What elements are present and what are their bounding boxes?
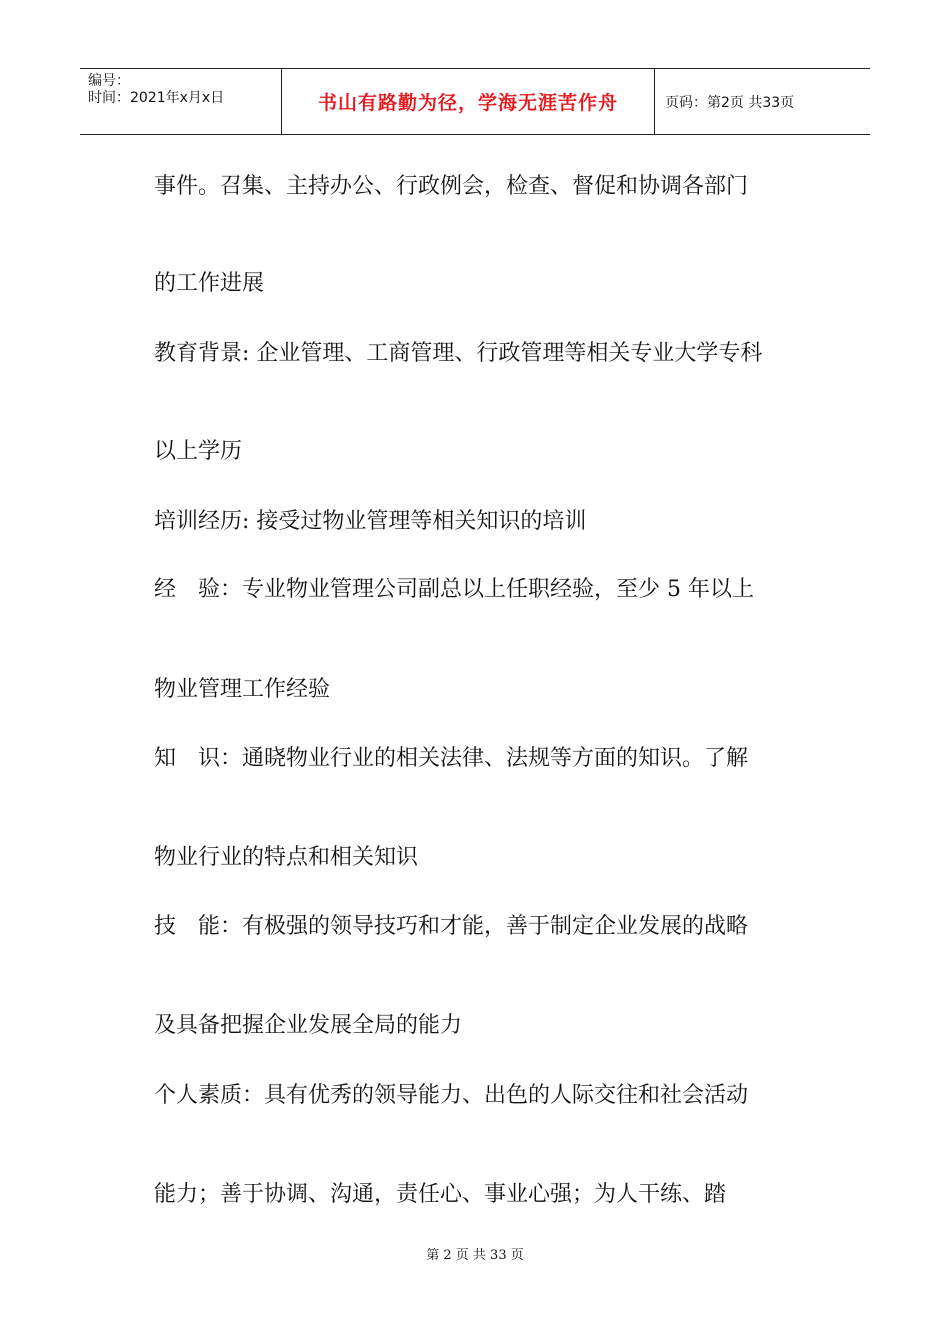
body-line: 技 能：有极强的领导技巧和才能，善于制定企业发展的战略 — [154, 914, 749, 939]
body-line: 能力；善于协调、沟通，责任心、事业心强；为人干练、踏 — [154, 1182, 727, 1207]
header-slogan-cell — [282, 69, 655, 134]
document-number: 编号： — [88, 73, 130, 89]
body-line: 以上学历 — [154, 439, 243, 464]
body-line: 的工作进展 — [154, 271, 265, 296]
body-line: 物业管理工作经验 — [154, 677, 331, 702]
body-line: 及具备把握企业发展全局的能力 — [154, 1013, 463, 1038]
header-slogan: 书山有路勤为径，学海无涯苦作舟 — [317, 92, 618, 114]
body-line: 培训经历: 接受过物业管理等相关知识的培训 — [154, 509, 587, 534]
body-line: 事件。召集、主持办公、行政例会，检查、督促和协调各部门 — [154, 174, 749, 199]
header-page-info: 页码：第2页 共33页 — [665, 94, 795, 111]
page-header — [80, 68, 870, 135]
body-line: 知 识：通晓物业行业的相关法律、法规等方面的知识。了解 — [154, 746, 749, 771]
page-footer: 第 2 页 共 33 页 — [426, 1248, 524, 1263]
body-line: 教育背景: 企业管理、工商管理、行政管理等相关专业大学专科 — [154, 341, 763, 366]
body-line: 物业行业的特点和相关知识 — [154, 845, 419, 870]
document-date: 时间：2021年x月x日 — [88, 90, 225, 106]
body-line: 个人素质：具有优秀的领导能力、出色的人际交往和社会活动 — [154, 1083, 749, 1108]
body-line: 经 验：专业物业管理公司副总以上任职经验，至少 5 年以上 — [154, 577, 754, 602]
header-meta — [80, 69, 282, 134]
